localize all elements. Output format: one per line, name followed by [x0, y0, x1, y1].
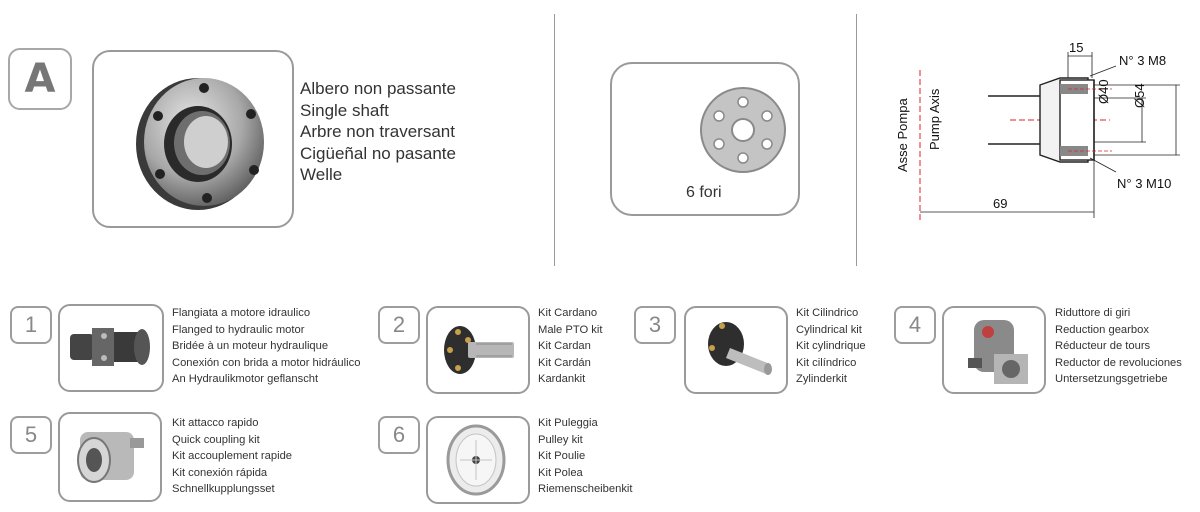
description-line: Single shaft [300, 100, 389, 120]
thread-bottom-label: N° 3 M10 [1117, 176, 1172, 191]
kit-line: Kit Cardan [538, 340, 591, 353]
kit-line: Kit Cilindrico [796, 307, 859, 319]
kit-line: Réducteur de tours [1055, 340, 1151, 353]
axis-label-it: Asse Pompa [895, 98, 910, 172]
kit-photo-hydraulic-motor [58, 304, 164, 392]
divider [856, 14, 857, 266]
kit-line: Kit Polea [538, 466, 583, 479]
kit-photo-quick-coupling [58, 412, 162, 502]
kit-line: Riduttore di giri [1055, 307, 1131, 319]
kit-photo-gearbox [942, 306, 1046, 394]
kit-description [172, 415, 292, 498]
kit-description [538, 305, 602, 388]
kit-line: Quick coupling kit [172, 433, 260, 446]
pto-shaft-icon [428, 308, 528, 392]
inner-diameter-label: Ø40 [1096, 79, 1111, 104]
kit-line: Reduction gearbox [1055, 323, 1149, 336]
kit-line: Kit attacco rapido [172, 417, 259, 429]
kit-line: Riemenscheibenkit [538, 483, 633, 496]
cylindrical-shaft-icon [686, 308, 786, 392]
description-line: Cigüeñal no pasante [300, 143, 456, 163]
kit-line: Bridée à un moteur hydraulique [172, 340, 329, 353]
gearbox-icon [944, 308, 1044, 392]
option-description [300, 78, 456, 186]
kit-photo-pto [426, 306, 530, 394]
kit-line: Zylinderkit [796, 373, 847, 386]
kit-number-badge: 4 [894, 306, 936, 344]
description-line: Welle [300, 165, 343, 184]
kit-line: Untersetzungsgetriebe [1055, 373, 1168, 386]
dimension-top: 15 [1069, 40, 1084, 55]
kit-number-badge: 6 [378, 416, 420, 454]
option-letter-badge: A [8, 48, 72, 110]
kit-line: Flanged to hydraulic motor [172, 323, 305, 336]
kit-number-badge: 5 [10, 416, 52, 454]
kit-line: Flangiata a motore idraulico [172, 307, 311, 319]
hydraulic-motor-icon [60, 306, 162, 390]
kit-description [538, 415, 633, 498]
kit-line: Kardankit [538, 373, 586, 386]
kit-line: Kit cylindrique [796, 340, 866, 353]
kit-line: Cylindrical kit [796, 323, 862, 336]
pulley-icon [428, 418, 528, 502]
kit-line: Kit accouplement rapide [172, 450, 293, 463]
flange-photo [92, 50, 294, 228]
holes-label: 6 fori [686, 184, 722, 201]
kit-line: Reductor de revoluciones [1055, 356, 1182, 369]
quick-coupling-icon [60, 414, 160, 500]
kit-number-badge: 1 [10, 306, 52, 344]
kit-line: Kit Cardán [538, 356, 591, 369]
kit-line: Schnellkupplungsset [172, 483, 275, 496]
kit-photo-cylindrical [684, 306, 788, 394]
description-line: Albero non passante [300, 79, 456, 98]
kit-line: Kit Puleggia [538, 417, 598, 429]
kit-line: Kit Cardano [538, 307, 598, 319]
kit-description [796, 305, 866, 388]
kit-number-badge: 3 [634, 306, 676, 344]
kit-line: Kit cilíndrico [796, 356, 857, 369]
kit-number-badge: 2 [378, 306, 420, 344]
kit-line: Kit Poulie [538, 450, 586, 463]
kit-description [1055, 305, 1182, 388]
description-line: Arbre non traversant [300, 122, 455, 141]
thread-top-label: N° 3 M8 [1119, 53, 1167, 68]
kit-line: Male PTO kit [538, 323, 603, 336]
outer-diameter-label: Ø54 [1132, 83, 1147, 108]
length-label: 69 [993, 196, 1008, 211]
kit-line: Conexión con brida a motor hidráulico [172, 356, 361, 369]
kit-photo-pulley [426, 416, 530, 504]
kit-description [172, 305, 360, 388]
kit-line: An Hydraulikmotor geflanscht [172, 373, 319, 386]
axis-label-en: Pump Axis [927, 88, 942, 150]
kit-line: Kit conexión rápida [172, 466, 268, 479]
kit-line: Pulley kit [538, 433, 583, 446]
flange-image [94, 52, 292, 226]
divider [554, 14, 555, 266]
